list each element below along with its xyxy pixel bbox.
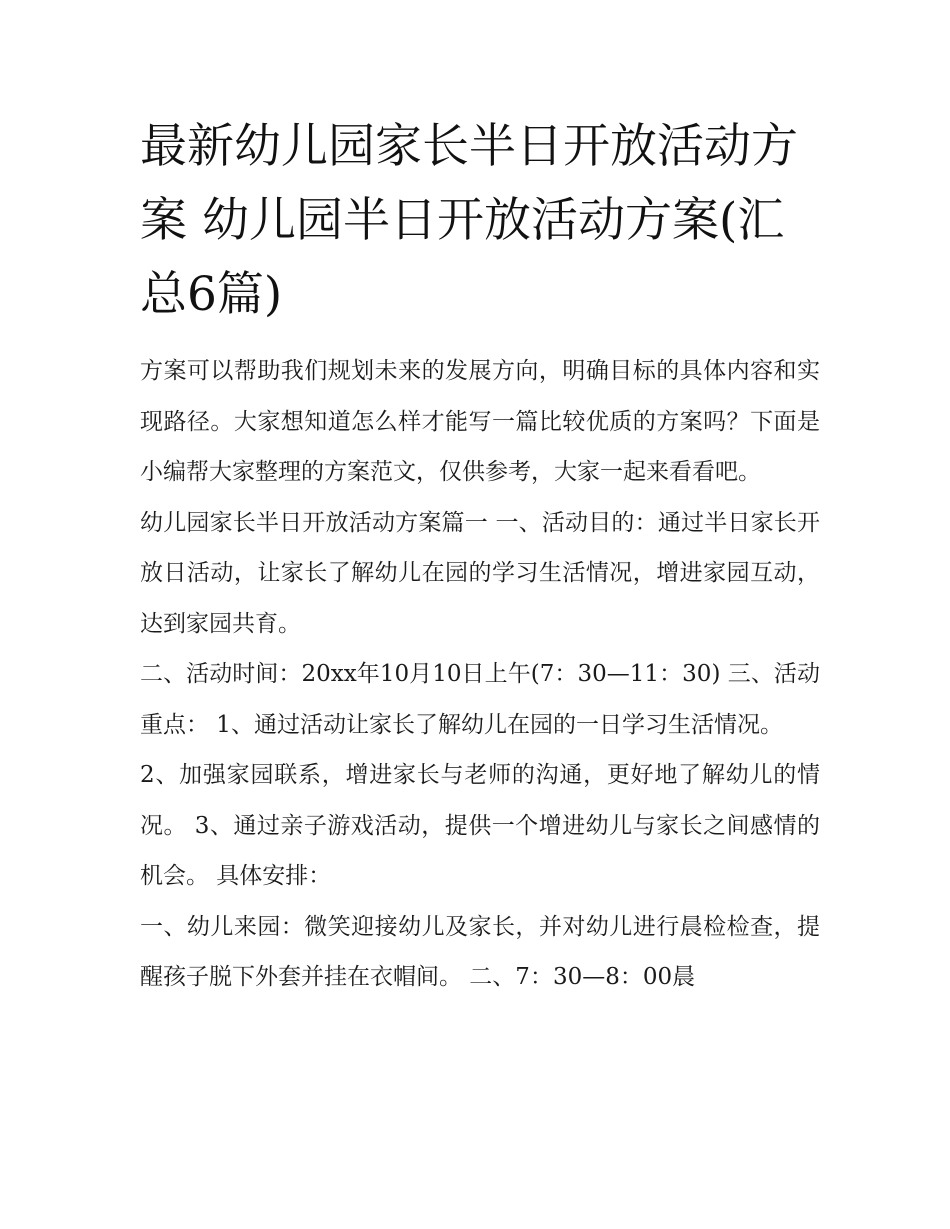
document-title: 最新幼儿园家长半日开放活动方案 幼儿园半日开放活动方案(汇总6篇)	[140, 119, 798, 322]
paragraph-goals: 2、加强家园联系，增进家长与老师的沟通，更好地了解幼儿的情况。 3、通过亲子游戏活动，提供一个增进幼儿与家长之间感情的机会。 具体安排：	[140, 762, 820, 889]
document-body	[140, 110, 820, 1003]
paragraph-purpose: 幼儿园家长半日开放活动方案篇一 一、活动目的：通过半日家长开放日活动，让家长了解幼儿在园的学习生活情况，增进家园互动，达到家园共育。	[140, 509, 820, 637]
paragraph-arrangement: 一、幼儿来园：微笑迎接幼儿及家长，并对幼儿进行晨检检查，提醒孩子脱下外套并挂在衣帽间。 二、7：30—8：00晨	[140, 913, 820, 990]
paragraph-intro: 方案可以帮助我们规划未来的发展方向，明确目标的具体内容和实现路径。大家想知道怎么样才能写一篇比较优质的方案吗？下面是小编帮大家整理的方案范文，仅供参考，大家一起来看看吧。	[140, 358, 820, 485]
paragraph-time-focus: 二、活动时间：20xx年10月10日上午(7：30—11：30) 三、活动重点： 1、通过活动让家长了解幼儿在园的一日学习生活情况。	[140, 661, 820, 738]
